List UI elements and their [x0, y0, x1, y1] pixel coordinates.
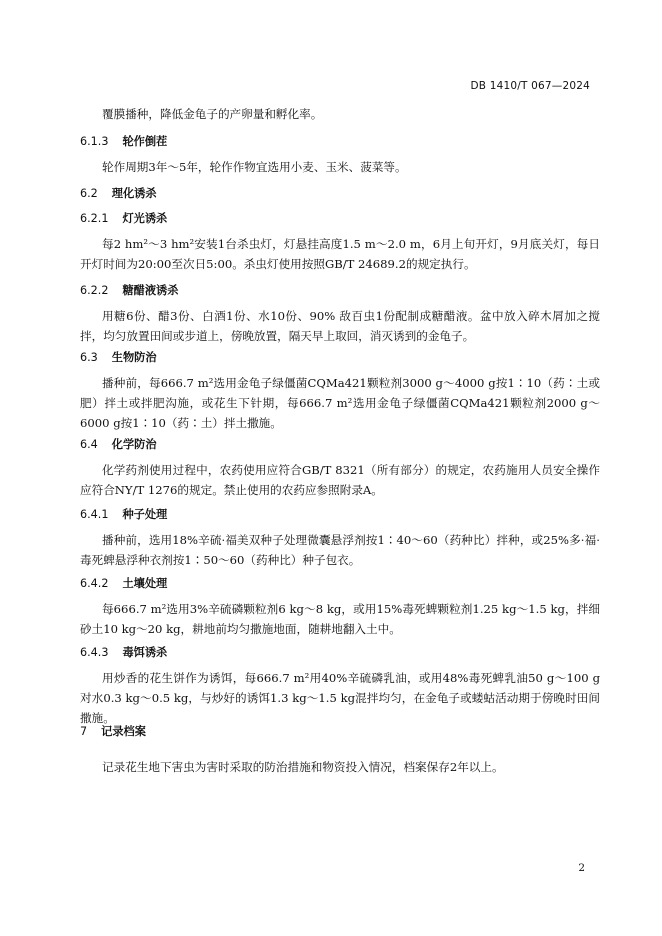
heading-6-4 — [80, 437, 157, 453]
page-number: 2 — [578, 862, 585, 874]
heading-6-2-1 — [80, 211, 167, 227]
paragraph-6-4: 化学药剂使用过程中，农药使用应符合GB/T 8321（所有部分）的规定，农药施用人员安全操作应符合NY/T 1276的规定。禁止使用的农药应参照附录A。 — [80, 463, 600, 497]
section-number: 6.4 — [80, 438, 98, 451]
section-title: 轮作倒茬 — [122, 135, 168, 148]
section-title: 生物防治 — [111, 351, 157, 364]
section-title: 毒饵诱杀 — [122, 646, 168, 659]
paragraph-6-4-2: 每666.7 m²选用3%辛硫磷颗粒剂6 kg～8 kg，或用15%毒死蜱颗粒剂1.25 kg～1.5 kg，拌细砂土10 kg～20 kg，耕地前均匀撒施地面，随耕地翻入土中。 — [80, 602, 600, 636]
paragraph-intro: 覆膜播种，降低金龟子的产卵量和孵化率。 — [102, 107, 323, 121]
section-title: 理化诱杀 — [111, 187, 157, 200]
heading-6-4-3 — [80, 645, 167, 661]
section-title: 种子处理 — [122, 508, 168, 521]
heading-6-2-2 — [80, 283, 178, 299]
document-code: DB 1410/T 067—2024 — [470, 80, 590, 92]
heading-6-2 — [80, 186, 157, 202]
paragraph-6-2-2: 用糖6份、醋3份、白酒1份、水10份、90% 敌百虫1份配制成糖醋液。盆中放入碎木屑加之搅拌，均匀放置田间或步道上，傍晚放置，隔天早上取回，消灭诱到的金龟子。 — [80, 309, 600, 343]
section-number: 6.2.1 — [80, 212, 109, 225]
section-number: 6.4.3 — [80, 646, 109, 659]
section-number: 6.3 — [80, 351, 98, 364]
heading-6-4-2 — [80, 576, 167, 592]
section-number: 6.2 — [80, 187, 98, 200]
section-title: 糖醋液诱杀 — [122, 284, 179, 297]
section-title: 土壤处理 — [122, 577, 168, 590]
heading-6-1-3 — [80, 134, 167, 150]
section-number: 6.4.1 — [80, 508, 109, 521]
paragraph-7: 记录花生地下害虫为害时采取的防治措施和物资投入情况，档案保存2年以上。 — [102, 760, 504, 774]
section-number: 6.4.2 — [80, 577, 109, 590]
paragraph-6-4-3: 用炒香的花生饼作为诱饵，每666.7 m²用40%辛硫磷乳油，或用48%毒死蜱乳油50 g～100 g对水0.3 kg～0.5 kg，与炒好的诱饵1.3 kg～1.5 kg混拌均匀，在金龟子或蝼蛄活动期于傍晚时田间撒施。 — [80, 671, 600, 725]
section-title: 化学防治 — [111, 438, 157, 451]
section-title: 灯光诱杀 — [122, 212, 168, 225]
section-title: 记录档案 — [101, 725, 146, 738]
section-number: 6.2.2 — [80, 284, 109, 297]
section-number: 6.1.3 — [80, 135, 109, 148]
paragraph-6-2-1: 每2 hm²～3 hm²安装1台杀虫灯，灯悬挂高度1.5 m～2.0 m，6月上旬开灯，9月底关灯，每日开灯时间为20:00至次日5:00。杀虫灯使用按照GB/T 24689.2的规定执行。 — [80, 237, 600, 271]
heading-7 — [80, 724, 146, 740]
paragraph-6-4-1: 播种前，选用18%辛硫·福美双种子处理微囊悬浮剂按1∶40～60（药种比）拌种，或25%多·福·毒死蜱悬浮种衣剂按1∶50～60（药种比）种子包衣。 — [80, 533, 600, 567]
heading-6-4-1 — [80, 507, 167, 523]
section-number: 7 — [80, 725, 88, 738]
paragraph-6-3: 播种前，每666.7 m²选用金龟子绿僵菌CQMa421颗粒剂3000 g～4000 g按1∶10（药∶土或肥）拌土或拌肥沟施，或花生下针期，每666.7 m²选用金龟子绿僵菌CQMa421颗粒剂2000 g～6000 g按1∶10（药∶土）拌土撒施。 — [80, 376, 600, 430]
paragraph-6-1-3: 轮作周期3年～5年，轮作作物宜选用小麦、玉米、菠菜等。 — [102, 160, 407, 174]
heading-6-3 — [80, 350, 157, 366]
